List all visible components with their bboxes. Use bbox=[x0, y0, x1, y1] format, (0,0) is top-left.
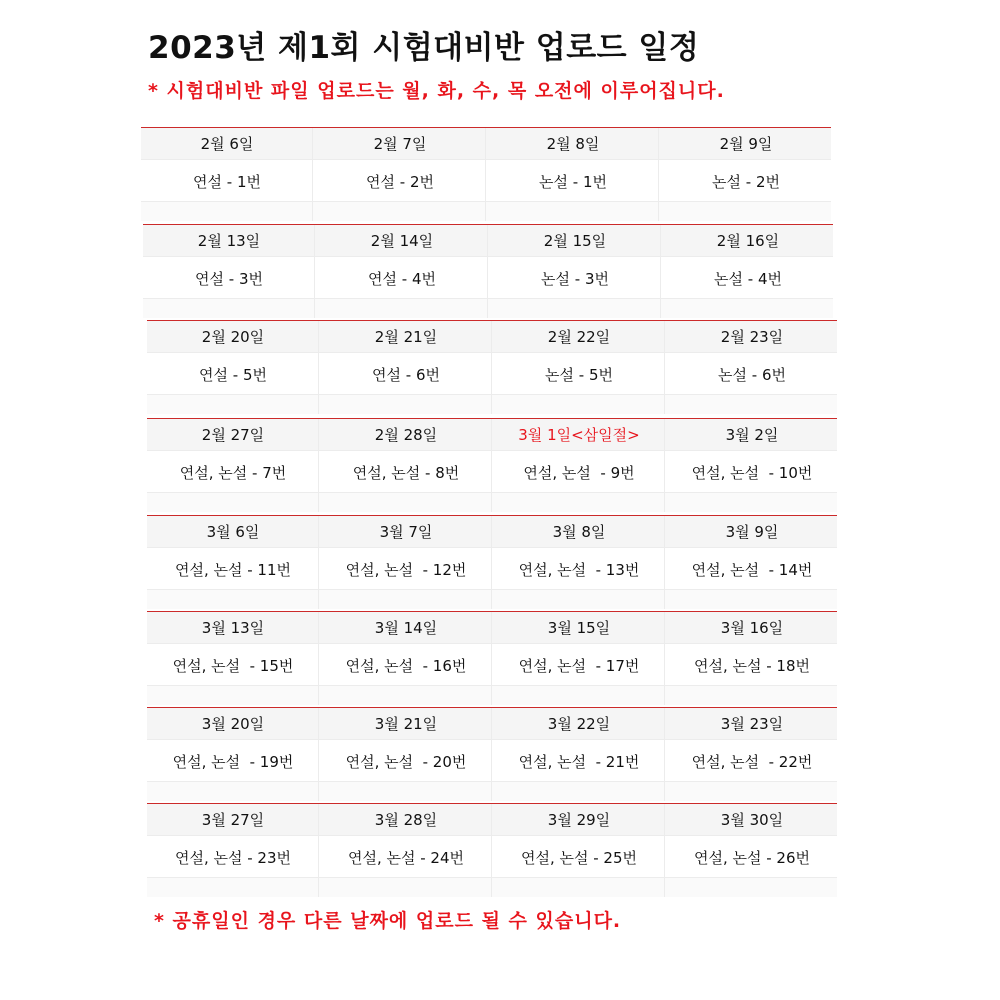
schedule-date: 2월 28일 bbox=[374, 426, 438, 444]
schedule-date: 3월 22일 bbox=[547, 715, 611, 733]
schedule-date: 3월 8일 bbox=[552, 523, 606, 541]
holiday-note: * 공휴일인 경우 다른 날짜에 업로드 될 수 있습니다. bbox=[154, 910, 622, 932]
schedule-date: 3월 13일 bbox=[201, 619, 265, 637]
schedule-date: 3월 1일<삼일절> bbox=[518, 426, 640, 444]
schedule-cell bbox=[662, 224, 834, 320]
schedule-date: 3월 2일 bbox=[725, 426, 779, 444]
schedule-date: 3월 30일 bbox=[720, 811, 784, 829]
schedule-cell bbox=[147, 515, 319, 611]
schedule-item: 연설, 논설 - 10번 bbox=[691, 464, 813, 482]
schedule-item: 논설 - 4번 bbox=[714, 270, 782, 288]
week-row bbox=[143, 224, 833, 320]
week-row bbox=[147, 707, 837, 803]
schedule-date: 2월 13일 bbox=[197, 232, 261, 250]
schedule-cell bbox=[320, 707, 492, 803]
schedule-cell bbox=[314, 127, 486, 223]
schedule-item: 연설, 논설 - 20번 bbox=[345, 753, 467, 771]
schedule-item: 논설 - 2번 bbox=[712, 173, 780, 191]
schedule-item: 연설, 논설 - 8번 bbox=[352, 464, 460, 482]
schedule-date: 2월 23일 bbox=[720, 328, 784, 346]
schedule-cell bbox=[487, 127, 659, 223]
schedule-item: 연설, 논설 - 7번 bbox=[179, 464, 287, 482]
schedule-cell bbox=[666, 611, 838, 707]
schedule-item: 연설 - 5번 bbox=[199, 366, 267, 384]
schedule-cell bbox=[147, 707, 319, 803]
schedule-item: 연설, 논설 - 13번 bbox=[518, 561, 640, 579]
schedule-cell bbox=[320, 803, 492, 899]
schedule-date: 3월 28일 bbox=[374, 811, 438, 829]
schedule-cell bbox=[320, 515, 492, 611]
schedule-item: 연설, 논설 - 11번 bbox=[174, 561, 292, 579]
week-row bbox=[147, 611, 837, 707]
schedule-cell bbox=[666, 320, 838, 416]
schedule-date: 2월 7일 bbox=[373, 135, 427, 153]
schedule-item: 논설 - 5번 bbox=[545, 366, 613, 384]
schedule-item: 연설, 논설 - 25번 bbox=[520, 849, 638, 867]
schedule-cell bbox=[493, 418, 665, 514]
schedule-date: 2월 8일 bbox=[546, 135, 600, 153]
page-title: 2023년 제1회 시험대비반 업로드 일정 bbox=[148, 30, 700, 66]
schedule-date: 3월 6일 bbox=[206, 523, 260, 541]
schedule-date: 3월 21일 bbox=[374, 715, 438, 733]
schedule-date: 3월 20일 bbox=[201, 715, 265, 733]
schedule-date: 2월 27일 bbox=[201, 426, 265, 444]
schedule-item: 논설 - 3번 bbox=[541, 270, 609, 288]
schedule-item: 연설, 논설 - 21번 bbox=[518, 753, 640, 771]
schedule-date: 3월 15일 bbox=[547, 619, 611, 637]
schedule-cell bbox=[147, 418, 319, 514]
schedule-date: 2월 16일 bbox=[716, 232, 780, 250]
schedule-item: 논설 - 6번 bbox=[718, 366, 786, 384]
schedule-cell bbox=[320, 611, 492, 707]
schedule-date: 3월 27일 bbox=[201, 811, 265, 829]
schedule-date: 3월 7일 bbox=[379, 523, 433, 541]
schedule-item: 연설, 논설 - 16번 bbox=[345, 657, 467, 675]
schedule-item: 연설, 논설 - 19번 bbox=[172, 753, 294, 771]
schedule-cell bbox=[141, 127, 313, 223]
schedule-date: 2월 9일 bbox=[719, 135, 773, 153]
schedule-cell bbox=[493, 320, 665, 416]
schedule-cell bbox=[316, 224, 488, 320]
schedule-cell bbox=[320, 320, 492, 416]
schedule-cell bbox=[489, 224, 661, 320]
schedule-date: 3월 9일 bbox=[725, 523, 779, 541]
schedule-item: 연설, 논설 - 9번 bbox=[523, 464, 635, 482]
schedule-item: 연설, 논설 - 24번 bbox=[347, 849, 465, 867]
schedule-cell bbox=[666, 515, 838, 611]
schedule-cell bbox=[493, 803, 665, 899]
week-row bbox=[141, 127, 831, 223]
schedule-cell bbox=[666, 803, 838, 899]
schedule-item: 연설, 논설 - 23번 bbox=[174, 849, 292, 867]
schedule-date: 2월 6일 bbox=[200, 135, 254, 153]
schedule-item: 연설 - 3번 bbox=[195, 270, 263, 288]
schedule-item: 논설 - 1번 bbox=[539, 173, 607, 191]
week-row bbox=[147, 320, 837, 416]
schedule-date: 3월 14일 bbox=[374, 619, 438, 637]
schedule-item: 연설 - 1번 bbox=[193, 173, 261, 191]
week-row bbox=[147, 418, 837, 514]
schedule-cell bbox=[666, 418, 838, 514]
schedule-cell bbox=[143, 224, 315, 320]
schedule-date: 2월 22일 bbox=[547, 328, 611, 346]
schedule-cell bbox=[660, 127, 832, 223]
schedule-item: 연설, 논설 - 15번 bbox=[172, 657, 294, 675]
schedule-cell bbox=[493, 611, 665, 707]
week-row bbox=[147, 803, 837, 899]
schedule-date: 2월 15일 bbox=[543, 232, 607, 250]
week-row bbox=[147, 515, 837, 611]
schedule-item: 연설 - 4번 bbox=[368, 270, 436, 288]
schedule-cell bbox=[493, 515, 665, 611]
schedule-date: 3월 16일 bbox=[720, 619, 784, 637]
schedule-date: 2월 21일 bbox=[374, 328, 438, 346]
schedule-item: 연설, 논설 - 26번 bbox=[693, 849, 811, 867]
schedule-item: 연설, 논설 - 12번 bbox=[345, 561, 467, 579]
upload-days-note: * 시험대비반 파일 업로드는 월, 화, 수, 목 오전에 이루어집니다. bbox=[148, 80, 725, 102]
schedule-item: 연설, 논설 - 22번 bbox=[691, 753, 813, 771]
schedule-item: 연설, 논설 - 14번 bbox=[691, 561, 813, 579]
schedule-item: 연설, 논설 - 18번 bbox=[693, 657, 811, 675]
schedule-cell bbox=[147, 803, 319, 899]
schedule-item: 연설 - 6번 bbox=[372, 366, 440, 384]
schedule-cell bbox=[320, 418, 492, 514]
schedule-cell bbox=[666, 707, 838, 803]
schedule-date: 2월 14일 bbox=[370, 232, 434, 250]
schedule-date: 3월 23일 bbox=[720, 715, 784, 733]
schedule-item: 연설 - 2번 bbox=[366, 173, 434, 191]
schedule-item: 연설, 논설 - 17번 bbox=[518, 657, 640, 675]
schedule-cell bbox=[147, 611, 319, 707]
schedule-date: 3월 29일 bbox=[547, 811, 611, 829]
schedule-cell bbox=[147, 320, 319, 416]
schedule-cell bbox=[493, 707, 665, 803]
schedule-date: 2월 20일 bbox=[201, 328, 265, 346]
